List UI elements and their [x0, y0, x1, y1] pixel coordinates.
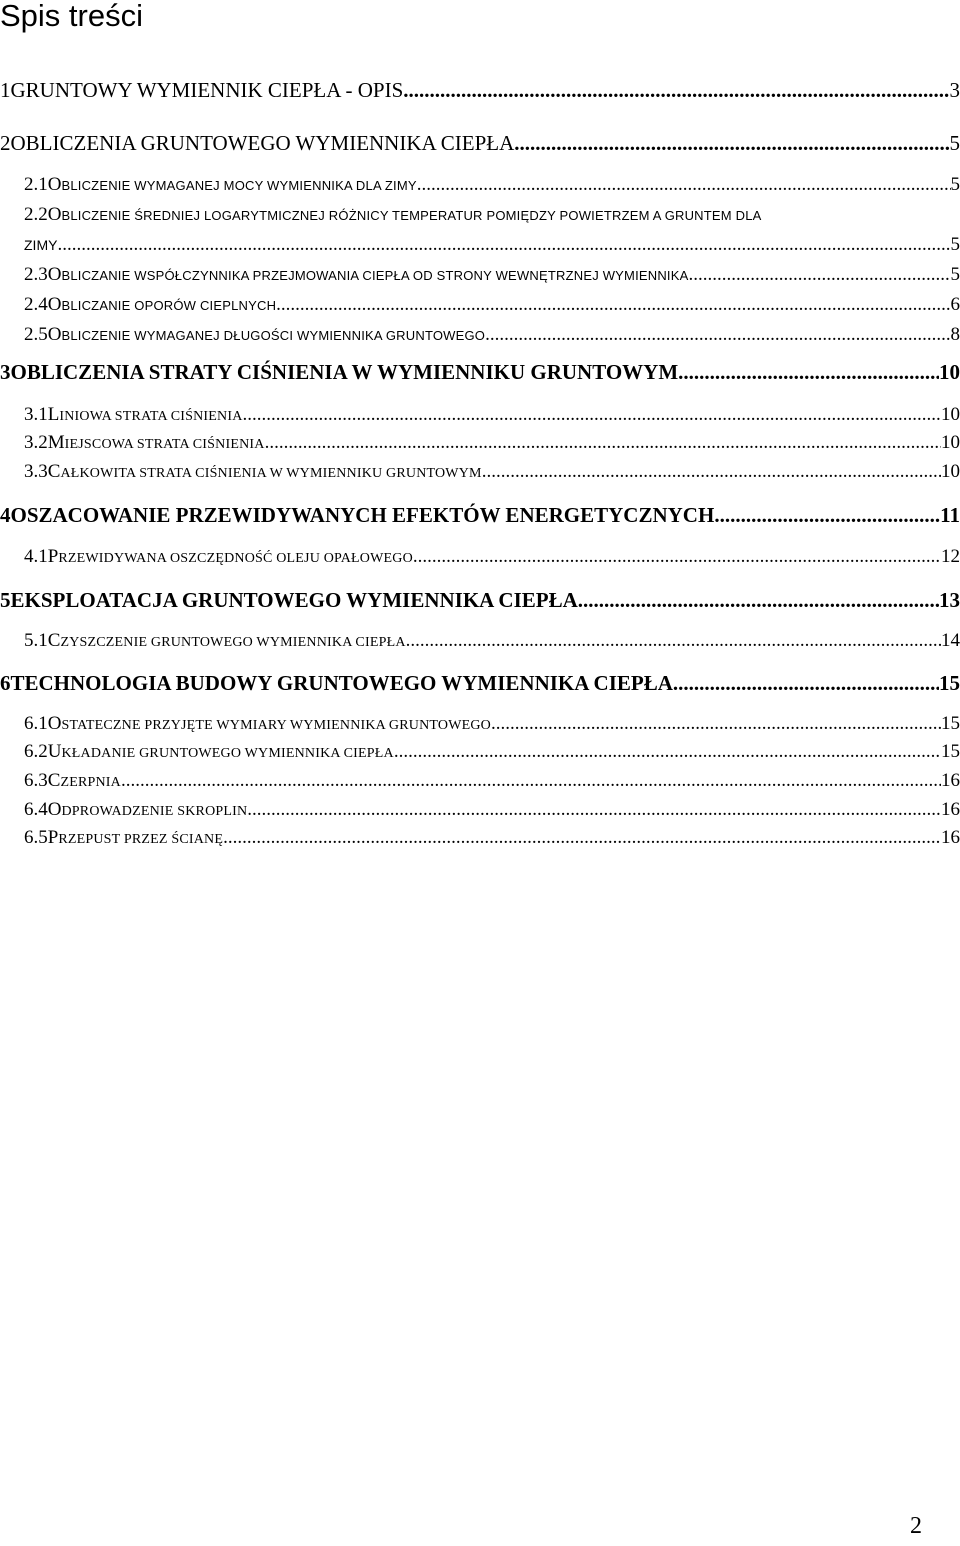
toc-entry-2-5[interactable]	[24, 324, 960, 346]
toc-initial: O	[47, 174, 62, 195]
toc-label: ZYSZCZENIE GRUNTOWEGO WYMIENNIKA CIEPŁA	[60, 635, 406, 650]
toc-entry-3-2[interactable]	[24, 432, 960, 454]
toc-page: 16	[941, 827, 960, 848]
toc-page: 15	[939, 671, 960, 695]
toc-label: GRUNTOWY WYMIENNIK CIEPŁA - OPIS	[10, 78, 404, 102]
dot-leader	[417, 174, 951, 196]
toc-initial: C	[47, 630, 61, 651]
toc-number: 3.2	[24, 432, 48, 453]
toc-label: INIOWA STRATA CIŚNIENIA	[59, 409, 243, 424]
toc-page: 5	[950, 264, 960, 285]
toc-initial: O	[47, 204, 62, 225]
toc-page: 16	[941, 770, 960, 791]
toc-page: 8	[950, 324, 960, 345]
dot-leader	[121, 770, 941, 792]
toc-label: EKSPLOATACJA GRUNTOWEGO WYMIENNIKA CIEPŁA	[10, 588, 578, 612]
toc-entry-5[interactable]	[0, 588, 960, 613]
toc-page: 14	[941, 630, 960, 651]
toc-number: 2.5	[24, 324, 48, 345]
toc-label: DPROWADZENIE SKROPLIN	[61, 804, 248, 819]
toc-label: OSZACOWANIE PRZEWIDYWANYCH EFEKTÓW ENERGETYCZNYCH	[10, 503, 715, 527]
toc-page: 10	[941, 461, 960, 482]
toc-page: 13	[939, 588, 960, 612]
toc-label: BLICZENIE WYMAGANEJ MOCY WYMIENNIKA DLA ZIMY	[61, 178, 417, 193]
dot-leader	[394, 741, 941, 763]
toc-number: 3.3	[24, 461, 48, 482]
toc-initial: M	[47, 432, 65, 453]
toc-page: 15	[941, 741, 960, 762]
dot-leader	[265, 432, 941, 454]
toc-entry-2-3[interactable]	[24, 264, 960, 286]
toc-number: 5.1	[24, 630, 48, 651]
toc-entry-2[interactable]	[0, 131, 960, 156]
toc-page: 11	[940, 503, 960, 527]
toc-page: 5	[950, 234, 960, 255]
toc-initial: L	[47, 404, 60, 425]
toc-page: 10	[941, 432, 960, 453]
toc-entry-6-5[interactable]	[24, 827, 960, 849]
toc-initial: C	[47, 770, 61, 791]
toc-page: 15	[941, 713, 960, 734]
toc-label: AŁKOWITA STRATA CIŚNIENIA W WYMIENNIKU GRUNTOWYM	[60, 466, 482, 481]
toc-entry-6-1[interactable]	[24, 713, 960, 735]
toc-label: BLICZENIE WYMAGANEJ DŁUGOŚCI WYMIENNIKA GRUNTOWEGO	[61, 328, 486, 343]
toc-number: 2.4	[24, 294, 48, 315]
toc-page: 3	[949, 78, 960, 102]
toc-entry-2-2-continuation[interactable]	[24, 234, 960, 256]
toc-initial: O	[47, 799, 62, 820]
toc-label: ZERPNIA	[60, 775, 121, 790]
toc-entry-2-1[interactable]	[24, 174, 960, 196]
toc-entry-6-2[interactable]	[24, 741, 960, 763]
toc-label: BLICZANIE OPORÓW CIEPLNYCH	[61, 298, 277, 313]
toc-entry-4[interactable]	[0, 503, 960, 528]
toc-initial: O	[47, 264, 62, 285]
toc-page: 5	[950, 174, 960, 195]
toc-number: 2.3	[24, 264, 48, 285]
toc-entry-5-1[interactable]	[24, 630, 960, 652]
dot-leader	[673, 671, 939, 696]
toc-initial: P	[47, 827, 59, 848]
dot-leader	[413, 546, 941, 568]
toc-number: 5	[0, 588, 11, 612]
dot-leader	[578, 588, 939, 613]
toc-label: OBLICZENIA GRUNTOWEGO WYMIENNIKA CIEPŁA	[10, 131, 515, 155]
dot-leader	[247, 799, 941, 821]
toc-page: 16	[941, 799, 960, 820]
toc-entry-3-1[interactable]	[24, 404, 960, 426]
toc-label: OBLICZENIA STRATY CIŚNIENIA W WYMIENNIKU GRUNTOWYM	[10, 360, 679, 384]
toc-initial: O	[47, 324, 62, 345]
toc-number: 4.1	[24, 546, 48, 567]
dot-leader	[223, 827, 941, 849]
toc-initial: P	[47, 546, 59, 567]
dot-leader	[57, 234, 950, 256]
dot-leader	[482, 461, 941, 483]
toc-number: 2.2	[24, 204, 48, 225]
toc-number: 2	[0, 131, 11, 155]
dot-leader	[403, 78, 949, 103]
toc-page: 6	[950, 294, 960, 315]
toc-number: 3	[0, 360, 11, 384]
toc-label-continuation: ZIMY	[24, 237, 58, 253]
page-number: 2	[910, 1513, 922, 1539]
toc-entry-6[interactable]	[0, 671, 960, 696]
toc-number: 3.1	[24, 404, 48, 425]
dot-leader	[276, 294, 950, 316]
toc-page: 12	[941, 546, 960, 567]
toc-number: 6.3	[24, 770, 48, 791]
toc-page: 5	[949, 131, 960, 155]
toc-entry-6-3[interactable]	[24, 770, 960, 792]
toc-initial: C	[47, 461, 61, 482]
toc-entry-2-2[interactable]	[24, 204, 960, 226]
toc-page: 10	[941, 404, 960, 425]
toc-page: 10	[939, 360, 960, 384]
toc-initial: U	[47, 741, 62, 762]
dot-leader	[514, 131, 949, 156]
toc-label: RZEWIDYWANA OSZCZĘDNOŚĆ OLEJU OPAŁOWEGO	[58, 551, 413, 566]
toc-label: STATECZNE PRZYJĘTE WYMIARY WYMIENNIKA GRUNTOWEGO	[61, 718, 491, 733]
dot-leader	[491, 713, 941, 735]
dot-leader	[485, 324, 950, 346]
toc-label: BLICZANIE WSPÓŁCZYNNIKA PRZEJMOWANIA CIEPŁA OD STRONY WEWNĘTRZNEJ WYMIENNIKA	[61, 268, 689, 283]
dot-leader	[406, 630, 941, 652]
toc-label: TECHNOLOGIA BUDOWY GRUNTOWEGO WYMIENNIKA CIEPŁA	[10, 671, 673, 695]
toc-title: Spis treści	[0, 0, 143, 33]
toc-number: 2.1	[24, 174, 48, 195]
toc-number: 6.1	[24, 713, 48, 734]
dot-leader	[688, 264, 950, 286]
dot-leader	[243, 404, 941, 426]
toc-label: IEJSCOWA STRATA CIŚNIENIA	[64, 437, 265, 452]
toc-entry-4-1[interactable]	[24, 546, 960, 568]
toc-initial: O	[47, 294, 62, 315]
toc-number: 1	[0, 78, 11, 102]
toc-number: 6.4	[24, 799, 48, 820]
toc-number: 4	[0, 503, 11, 527]
dot-leader	[678, 360, 939, 385]
toc-label: KŁADANIE GRUNTOWEGO WYMIENNIKA CIEPŁA	[61, 746, 394, 761]
toc-label: RZEPUST PRZEZ ŚCIANĘ	[58, 832, 224, 847]
toc-number: 6.5	[24, 827, 48, 848]
toc-label: BLICZENIE ŚREDNIEJ LOGARYTMICZNEJ RÓŻNICY TEMPERATUR POMIĘDZY POWIETRZEM A GRUNTEM DLA	[61, 208, 762, 223]
toc-initial: O	[47, 713, 62, 734]
toc-number: 6.2	[24, 741, 48, 762]
toc-entry-3[interactable]	[0, 360, 960, 385]
toc-number: 6	[0, 671, 11, 695]
toc-entry-2-4[interactable]	[24, 294, 960, 316]
toc-entry-1[interactable]	[0, 78, 960, 103]
dot-leader	[714, 503, 940, 528]
toc-entry-3-3[interactable]	[24, 461, 960, 483]
toc-entry-6-4[interactable]	[24, 799, 960, 821]
